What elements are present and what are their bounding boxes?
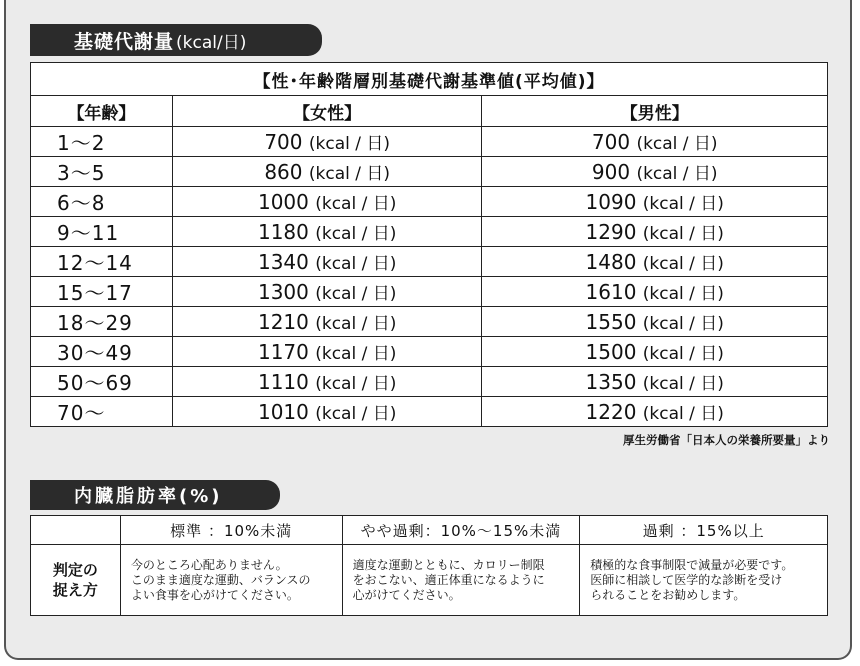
kcal-unit: (kcal / 日)	[642, 344, 724, 364]
kcal-unit: (kcal / 日)	[315, 344, 397, 364]
kcal-value: 1210	[257, 310, 309, 334]
fat-desc-standard: 今のところ心配ありません。 このまま適度な運動、バランスの よい食事を心がけてください。	[120, 545, 342, 616]
bmr-row	[31, 157, 828, 187]
bmr-female-cell	[172, 397, 482, 427]
kcal-value: 1480	[585, 250, 637, 274]
bmr-age-cell: 15〜17	[31, 277, 173, 307]
kcal-unit: (kcal / 日)	[642, 374, 724, 394]
bmr-male-cell	[482, 307, 828, 337]
bmr-female-cell	[172, 337, 482, 367]
bmr-male-cell	[482, 157, 828, 187]
kcal-unit: (kcal / 日)	[308, 164, 391, 184]
bmr-caption-row	[31, 63, 828, 96]
kcal-value: 860	[264, 160, 303, 184]
kcal-unit: (kcal / 日)	[642, 404, 724, 424]
bmr-male-cell	[482, 217, 828, 247]
bmr-title-unit: (kcal/日)	[176, 32, 247, 53]
bmr-age-cell: 3〜5	[31, 157, 173, 187]
bmr-female-cell	[172, 187, 482, 217]
header-male: 【男性】	[482, 96, 828, 127]
fat-section-title	[30, 480, 280, 510]
bmr-title: 基礎代謝量	[74, 30, 175, 53]
fat-header-row	[31, 516, 828, 545]
fat-header-blank	[31, 516, 121, 545]
kcal-value: 1610	[585, 280, 637, 304]
fat-description-row	[31, 545, 828, 616]
bmr-age-cell: 1〜2	[31, 127, 173, 157]
bmr-female-cell	[172, 277, 482, 307]
bmr-row	[31, 397, 828, 427]
bmr-row	[31, 217, 828, 247]
bmr-caption: 【性･年齢階層別基礎代謝基準値(平均値)】	[31, 63, 828, 96]
fat-table	[30, 515, 828, 616]
kcal-value: 1170	[257, 340, 309, 364]
kcal-unit: (kcal / 日)	[315, 374, 397, 394]
fat-desc-slightly-high: 適度な運動とともに、カロリー制限 をおこない、適正体重になるように 心がけてください。	[342, 545, 580, 616]
bmr-male-cell	[482, 187, 828, 217]
kcal-value: 1300	[257, 280, 309, 304]
bmr-male-cell	[482, 127, 828, 157]
bmr-male-cell	[482, 277, 828, 307]
kcal-value: 700	[264, 130, 303, 154]
kcal-unit: (kcal / 日)	[636, 134, 718, 154]
kcal-unit: (kcal / 日)	[315, 404, 397, 424]
bmr-section-title	[30, 24, 322, 56]
bmr-female-cell	[172, 247, 482, 277]
bmr-female-cell	[172, 217, 482, 247]
kcal-unit: (kcal / 日)	[636, 164, 718, 184]
kcal-unit: (kcal / 日)	[315, 284, 397, 304]
source-note: 厚生労働省「日本人の栄養所要量」より	[623, 433, 830, 447]
bmr-row	[31, 187, 828, 217]
header-age: 【年齢】	[31, 96, 173, 127]
fat-header-slightly-high: やや過剰：10%〜15%未満	[342, 516, 580, 545]
bmr-female-cell	[172, 157, 482, 187]
kcal-value: 1010	[257, 400, 309, 424]
fat-header-standard: 標準 ：10%未満	[120, 516, 342, 545]
bmr-male-cell	[482, 247, 828, 277]
kcal-value: 1000	[257, 190, 309, 214]
bmr-age-cell: 30〜49	[31, 337, 173, 367]
bmr-table	[30, 62, 828, 427]
fat-header-high: 過剰 ：15%以上	[580, 516, 828, 545]
fat-title: 内臓脂肪率(%)	[74, 486, 223, 507]
kcal-unit: (kcal / 日)	[642, 254, 724, 274]
bmr-female-cell	[172, 127, 482, 157]
bmr-male-cell	[482, 337, 828, 367]
fat-row-label: 判定の 捉え方	[31, 545, 121, 616]
kcal-value: 1110	[257, 370, 309, 394]
bmr-row	[31, 127, 828, 157]
bmr-age-cell: 6〜8	[31, 187, 173, 217]
kcal-unit: (kcal / 日)	[315, 224, 397, 244]
kcal-value: 1180	[257, 220, 309, 244]
bmr-row	[31, 337, 828, 367]
bmr-row	[31, 247, 828, 277]
bmr-female-cell	[172, 367, 482, 397]
bmr-age-cell: 18〜29	[31, 307, 173, 337]
kcal-unit: (kcal / 日)	[315, 194, 397, 214]
bmr-female-cell	[172, 307, 482, 337]
bmr-header-row	[31, 96, 828, 127]
bmr-age-cell: 50〜69	[31, 367, 173, 397]
bmr-row	[31, 367, 828, 397]
kcal-value: 1290	[585, 220, 637, 244]
bmr-male-cell	[482, 397, 828, 427]
fat-desc-high: 積極的な食事制限で減量が必要です。 医師に相談して医学的な診断を受け られることをお勧めします。	[580, 545, 828, 616]
kcal-unit: (kcal / 日)	[642, 284, 724, 304]
kcal-unit: (kcal / 日)	[642, 314, 724, 334]
kcal-unit: (kcal / 日)	[642, 224, 724, 244]
kcal-value: 1220	[585, 400, 637, 424]
kcal-value: 900	[591, 160, 631, 184]
kcal-unit: (kcal / 日)	[315, 254, 397, 274]
kcal-value: 700	[591, 130, 631, 154]
kcal-value: 1340	[257, 250, 309, 274]
bmr-male-cell	[482, 367, 828, 397]
kcal-value: 1090	[585, 190, 637, 214]
kcal-unit: (kcal / 日)	[642, 194, 724, 214]
kcal-unit: (kcal / 日)	[315, 314, 397, 334]
bmr-row	[31, 277, 828, 307]
bmr-row	[31, 307, 828, 337]
bmr-age-cell: 70〜	[31, 397, 173, 427]
kcal-value: 1500	[585, 340, 637, 364]
kcal-value: 1350	[585, 370, 637, 394]
kcal-value: 1550	[585, 310, 637, 334]
header-female: 【女性】	[172, 96, 482, 127]
bmr-body	[31, 127, 828, 427]
bmr-age-cell: 12〜14	[31, 247, 173, 277]
bmr-age-cell: 9〜11	[31, 217, 173, 247]
kcal-unit: (kcal / 日)	[308, 134, 391, 154]
